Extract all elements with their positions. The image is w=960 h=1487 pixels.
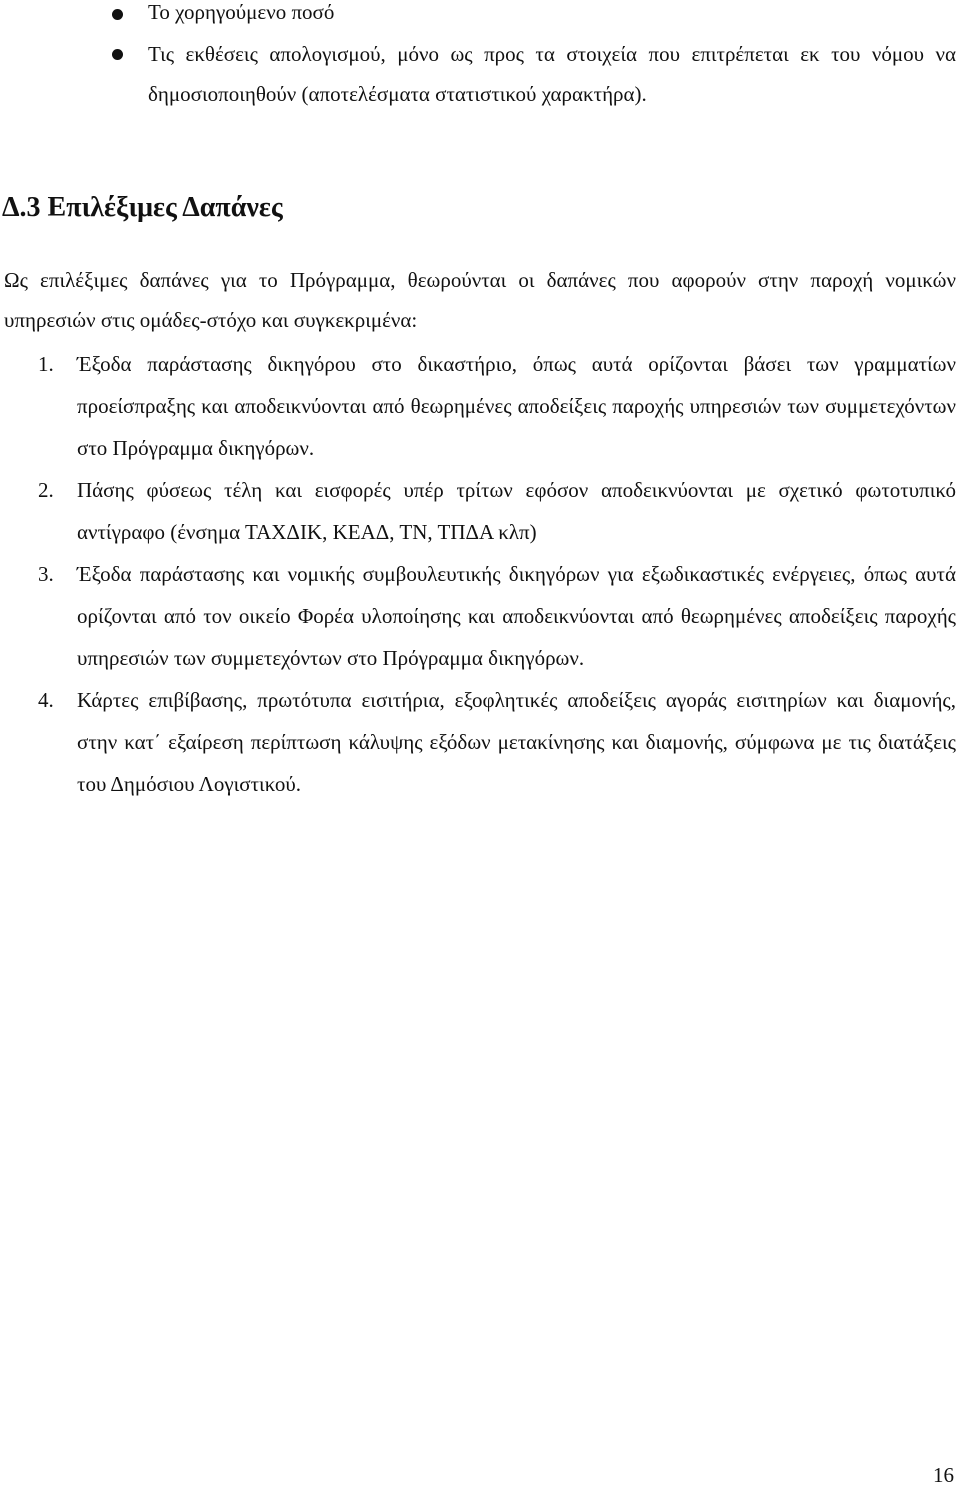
section-heading: Δ.3 Επιλέξιμες Δαπάνες [2, 192, 283, 223]
list-item [0, 679, 960, 805]
list-item-number: 2. [38, 478, 54, 502]
list-item-number: 3. [38, 562, 54, 586]
list-item-text: Κάρτες επιβίβασης, πρωτότυπα εισιτήρια, εξοφλητικές αποδείξεις αγοράς εισιτηρίων και διαμονής, στην κατ΄ εξαίρεση περίπτωση κάλυψης εξόδων μετακίνησης και διαμονής, σύμφωνα με τις διατάξεις του Δημόσιου Λογιστικού. [77, 688, 956, 796]
bullet-dot-icon [112, 49, 123, 60]
list-item-text: Πάσης φύσεως τέλη και εισφορές υπέρ τρίτων εφόσον αποδεικνύονται με σχετικό φωτοτυπικό αντίγραφο (ένσημα ΤΑΧΔΙΚ, ΚΕΑΔ, ΤΝ, ΤΠΔΑ κλπ) [77, 478, 956, 544]
list-item [0, 469, 960, 553]
list-item-number: 1. [38, 352, 54, 376]
list-item-text: Έξοδα παράστασης δικηγόρου στο δικαστήριο, όπως αυτά ορίζονται βάσει των γραμματίων προείσπραξης και αποδεικνύονται από θεωρημένες αποδείξεις παροχής υπηρεσιών των συμμετεχόντων στο Πρόγραμμα δικηγόρων. [77, 352, 956, 460]
eligible-expenses-list [0, 343, 960, 805]
list-item [0, 343, 960, 469]
list-item-number: 4. [38, 688, 54, 712]
list-item-text: Έξοδα παράστασης και νομικής συμβουλευτικής δικηγόρων για εξωδικαστικές ενέργειες, όπως αυτά ορίζονται από τον οικείο Φορέα υλοποίησης και αποδεικνύονται από θεωρημένες αποδείξεις παροχής υπηρεσιών των συμμετεχόντων στο Πρόγραμμα δικηγόρων. [77, 562, 956, 670]
bullet-text: Τις εκθέσεις απολογισμού, μόνο ως προς τα στοιχεία που επιτρέπεται εκ του νόμου να δημοσιοποιηθούν (αποτελέσματα στατιστικού χαρακτήρα). [148, 42, 956, 106]
bullet-dot-icon [112, 9, 123, 20]
list-item [0, 553, 960, 679]
page-number: 16 [933, 1463, 954, 1487]
bullet-text: Το χορηγούμενο ποσό [148, 0, 335, 24]
intro-paragraph: Ως επιλέξιμες δαπάνες για το Πρόγραμμα, θεωρούνται οι δαπάνες που αφορούν στην παροχή νομικών υπηρεσιών στις ομάδες-στόχο και συγκεκριμένα: [4, 268, 956, 332]
